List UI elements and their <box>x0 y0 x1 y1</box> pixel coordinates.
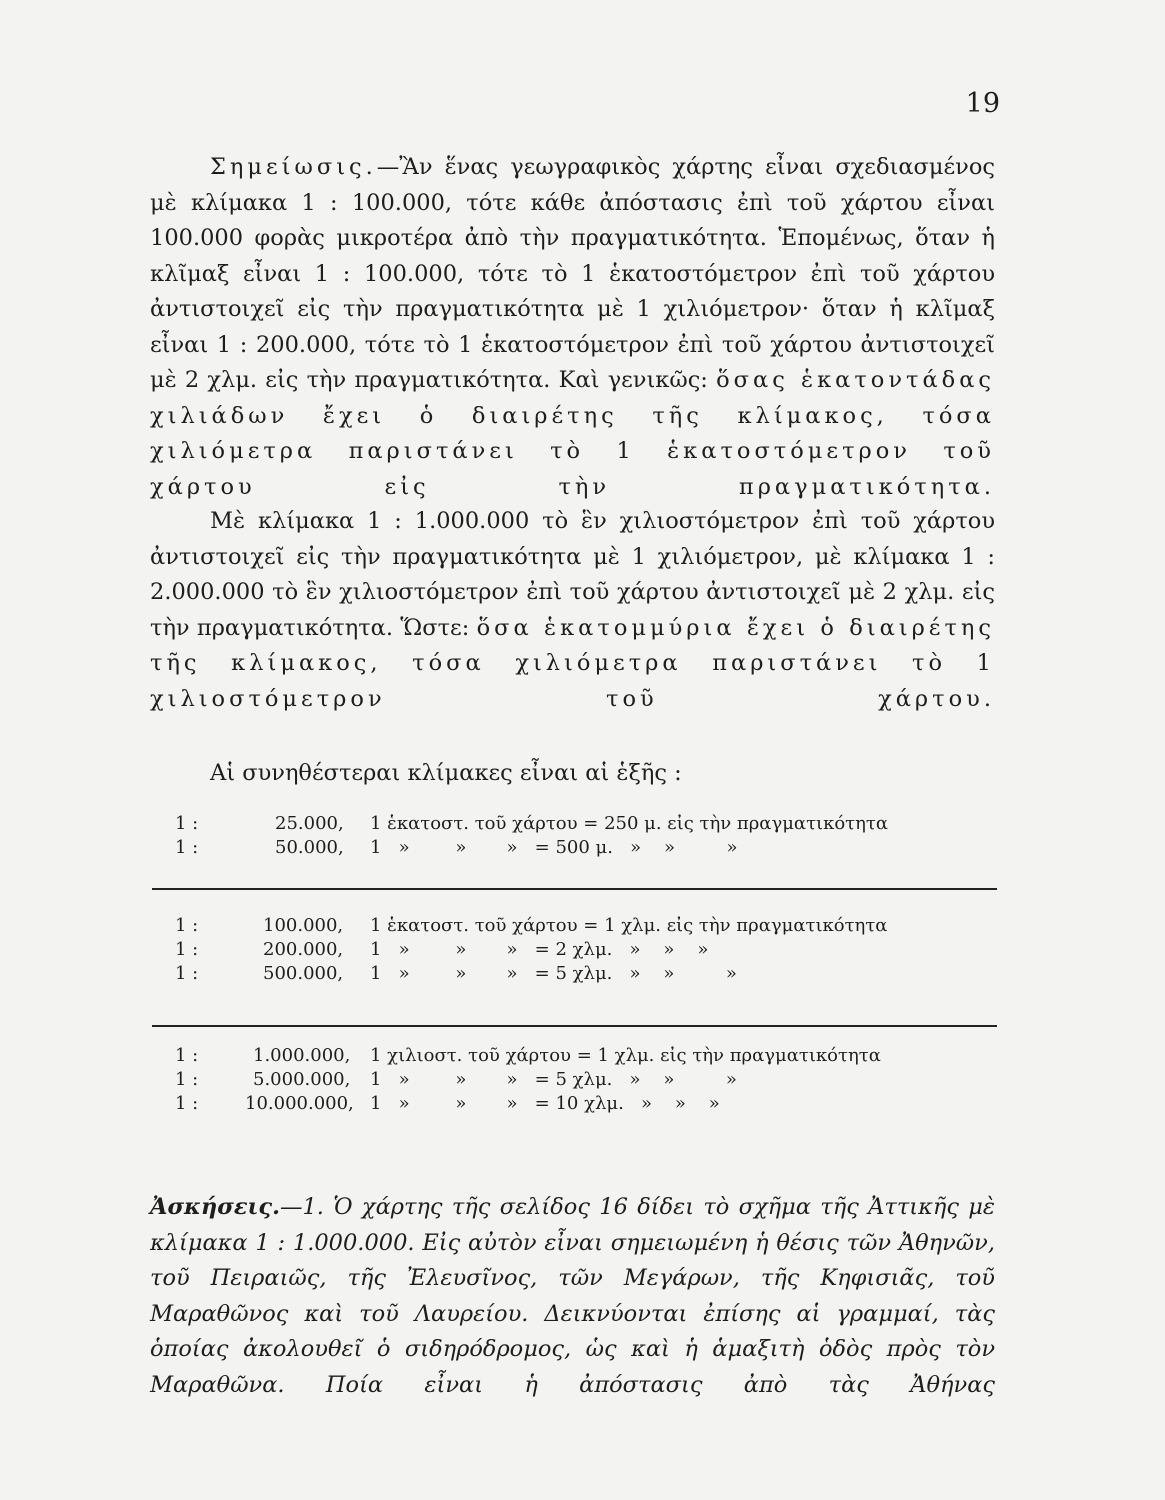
scale-ratio: 1 : <box>175 813 199 834</box>
scale-group-meters <box>175 812 975 860</box>
scale-equivalence: 1 » » » = 500 μ. » » » <box>370 837 738 858</box>
scale-equivalence: 1 » » » = 10 χλμ. » » » <box>370 1093 720 1114</box>
scale-row <box>175 914 975 938</box>
scale-denominator: 1.000.000, <box>253 1045 351 1066</box>
scale-equivalence: 1 ἑκατοστ. τοῦ χάρτου = 250 μ. εἰς τὴν πραγματικότητα <box>370 813 889 834</box>
note-rule-text: ὅσας ἑκατοντάδας χιλιάδων ἔχει ὁ διαιρέτης τῆς κλίμακος, τόσα χιλιόμετρα παριστάνει τὸ 1 ἑκατοστόμετρον τοῦ χάρτου εἰς τὴν πραγματικότητα. <box>150 367 995 500</box>
scale-row <box>175 1068 975 1092</box>
scale-equivalence: 1 » » » = 5 χλμ. » » » <box>370 1069 737 1090</box>
note-paragraph <box>150 150 995 505</box>
scale-row <box>175 962 975 986</box>
scale-denominator: 5.000.000, <box>253 1069 351 1090</box>
divider <box>152 888 997 890</box>
scale-ratio: 1 : <box>175 1093 199 1114</box>
scale-equivalence: 1 ἑκατοστ. τοῦ χάρτου = 1 χλμ. εἰς τὴν πραγματικότητα <box>370 915 888 936</box>
scale-equivalence: 1 » » » = 2 χλμ. » » » <box>370 939 709 960</box>
scales-intro-text: Αἱ συνηθέστεραι κλίμακες εἶναι αἱ ἑξῆς : <box>210 760 682 786</box>
scale-denominator: 50.000, <box>275 837 344 858</box>
scale-equivalence: 1 » » » = 5 χλμ. » » » <box>370 963 737 984</box>
exercises-heading: Ἀσκήσεις. <box>150 1194 280 1220</box>
note-heading: Σημείωσις. <box>210 154 377 180</box>
scale-group-centimeters <box>175 914 975 986</box>
scale-ratio: 1 : <box>175 939 199 960</box>
exercises-paragraph <box>150 1190 995 1403</box>
scale-equivalence: 1 χιλιοστ. τοῦ χάρτου = 1 χλμ. εἰς τὴν πραγματικότητα <box>370 1045 881 1066</box>
scale-denominator: 500.000, <box>263 963 344 984</box>
scale-row <box>175 938 975 962</box>
scale-ratio: 1 : <box>175 1069 199 1090</box>
scale-ratio: 1 : <box>175 837 199 858</box>
scale-denominator: 200.000, <box>263 939 344 960</box>
para2-rule-text: ὅσα ἑκατομμύρια ἔχει ὁ διαιρέτης τῆς κλίμακος, τόσα χιλιόμετρα παριστάνει τὸ 1 χιλιοστόμετρον τοῦ χάρτου. <box>150 614 995 712</box>
page-number: 19 <box>965 88 1000 119</box>
scales-intro <box>150 756 995 792</box>
exercises-text: —1. Ὁ χάρτης τῆς σελίδος 16 δίδει τὸ σχῆμα τῆς Ἀττικῆς μὲ κλίμακα 1 : 1.000.000. Εἰς αὐτὸν εἶναι σημειωμένη ἡ θέσις τῶν Ἀθηνῶν, τοῦ Πειραιῶς, τῆς Ἐλευσῖνος, τῶν Μεγάρων, τῆς Κηφισιᾶς, τοῦ Μαραθῶνος καὶ τοῦ Λαυρείου. Δεικνύονται ἐπίσης αἱ γραμμαί, τὰς ὁποίας ἀκολουθεῖ ὁ σιδηρόδρομος, ὡς καὶ ἡ ἁμαξιτὴ ὁδὸς πρὸς τὸν Μαραθῶνα. Ποία εἶναι ἡ ἀπόστασις ἀπὸ τὰς Ἀθήνας <box>150 1194 995 1398</box>
scale-row <box>175 1092 975 1116</box>
scale-row <box>175 836 975 860</box>
para2-text: Μὲ κλίμακα 1 : 1.000.000 τὸ ἓν χιλιοστόμετρον ἐπὶ τοῦ χάρτου ἀντιστοιχεῖ εἰς τὴν πραγματικότητα μὲ 1 χιλιόμετρον, μὲ κλίμακα 1 : 2.000.000 τὸ ἓν χιλιοστόμετρον ἐπὶ τοῦ χάρτου ἀντιστοιχεῖ μὲ 2 χλμ. εἰς τὴν πραγματικότητα. Ὥστε: <box>150 508 995 641</box>
scale-ratio: 1 : <box>175 963 199 984</box>
millimeter-paragraph <box>150 504 995 717</box>
scale-ratio: 1 : <box>175 915 199 936</box>
divider <box>152 1025 997 1027</box>
scale-row <box>175 812 975 836</box>
scale-denominator: 100.000, <box>263 915 344 936</box>
scale-denominator: 25.000, <box>275 813 344 834</box>
scale-group-millimeters <box>175 1044 975 1116</box>
note-text: —Ἂν ἕνας γεωγραφικὸς χάρτης εἶναι σχεδιασμένος μὲ κλίμακα 1 : 100.000, τότε κάθε ἀπόστασις ἐπὶ τοῦ χάρτου εἶναι 100.000 φορὰς μικροτέρα ἀπὸ τὴν πραγματικότητα. Ἑπομένως, ὅταν ἡ κλῖμαξ εἶναι 1 : 100.000, τότε τὸ 1 ἑκατοστόμετρον ἐπὶ τοῦ χάρτου ἀντιστοιχεῖ εἰς τὴν πραγματικότητα μὲ 1 χιλιόμετρον· ὅταν ἡ κλῖμαξ εἶναι 1 : 200.000, τότε τὸ 1 ἑκατοστόμετρον ἐπὶ τοῦ χάρτου ἀντιστοιχεῖ μὲ 2 χλμ. εἰς τὴν πραγματικότητα. Καὶ γενικῶς: <box>150 154 995 393</box>
scale-ratio: 1 : <box>175 1045 199 1066</box>
scale-row <box>175 1044 975 1068</box>
scale-denominator: 10.000.000, <box>245 1093 354 1114</box>
